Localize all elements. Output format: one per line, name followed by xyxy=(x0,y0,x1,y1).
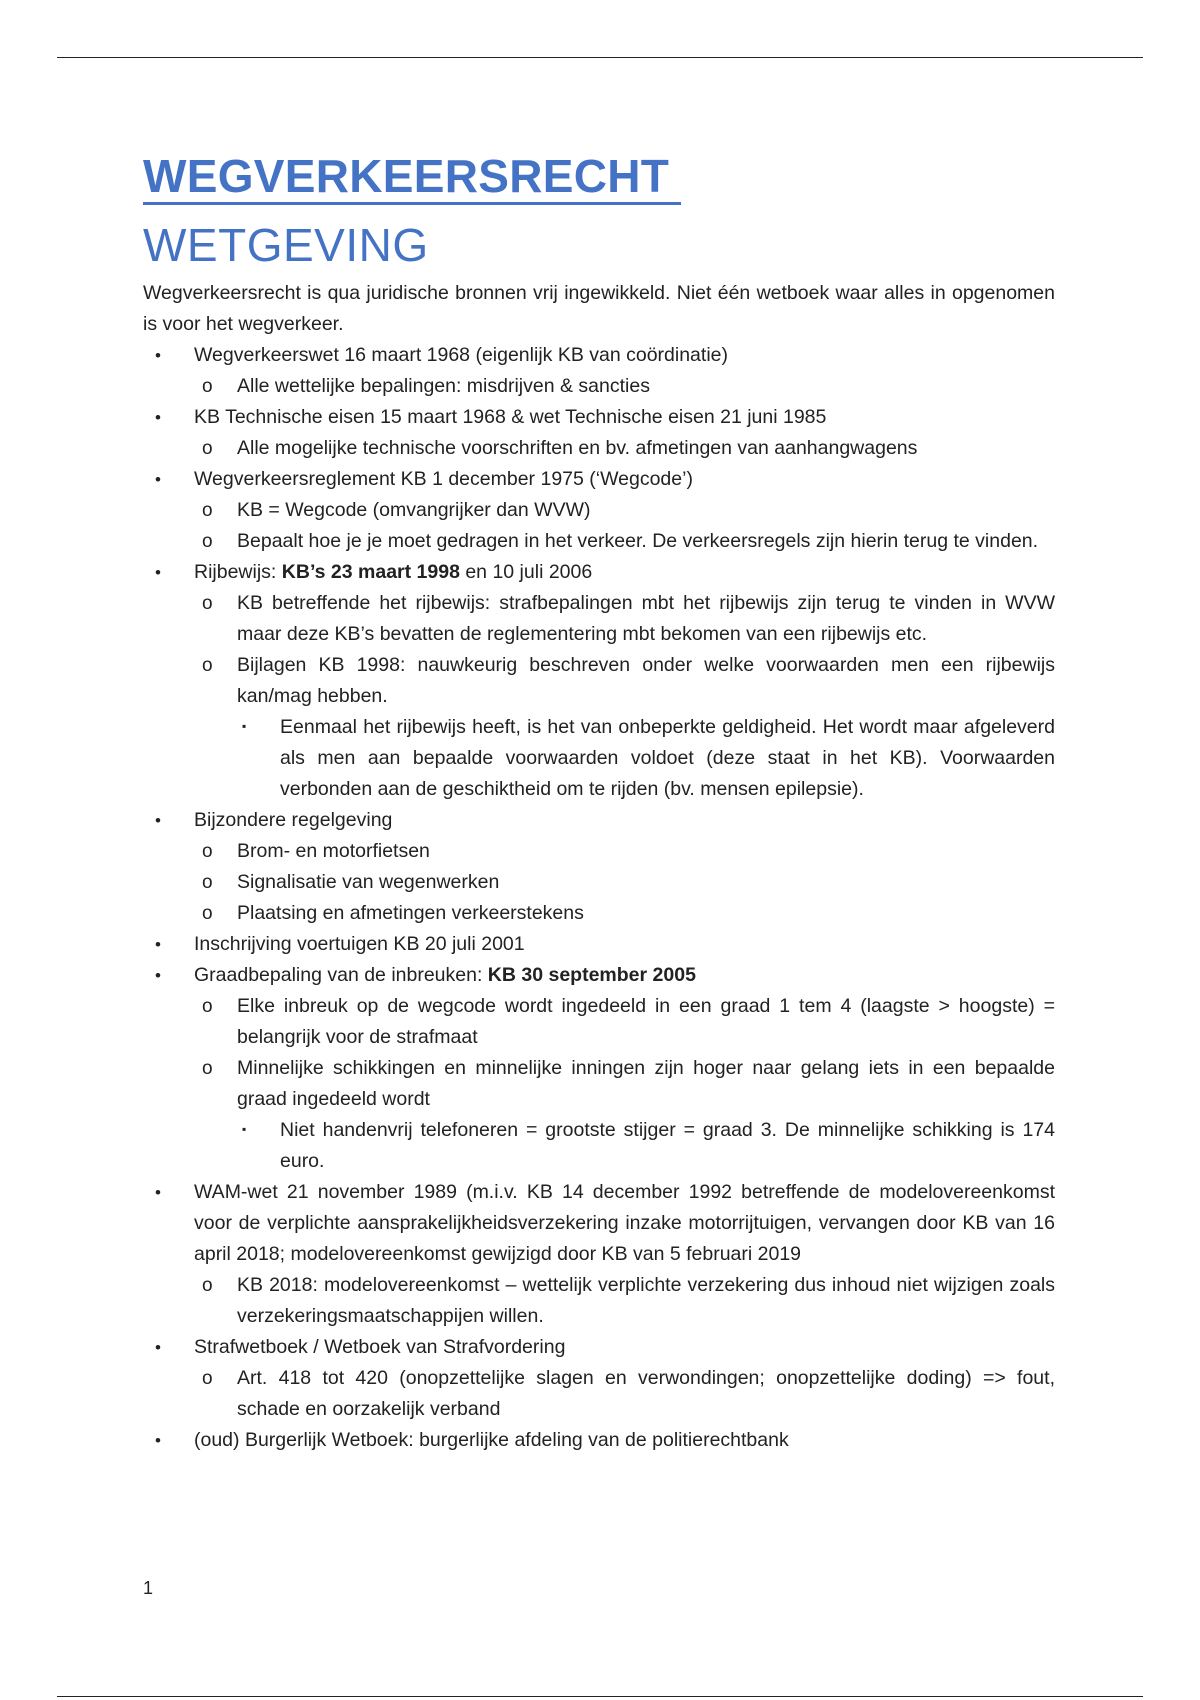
sub-list-item: o Minnelijke schikkingen en minnelijke inningen zijn hoger naar gelang iets in een bepaalde graad ingedeeld wordt ▪ Niet handenvrij telefoneren = grootste stijger = graad 3. De minnelijke schikking is 174 euro. xyxy=(194,1053,1055,1177)
detail-list-item: ▪ Niet handenvrij telefoneren = grootste stijger = graad 3. De minnelijke schikking is 174 euro. xyxy=(242,1119,1055,1172)
header-rule xyxy=(57,57,1143,58)
bullet-marker: • xyxy=(155,1183,161,1202)
list-item: • Graadbepaling van de inbreuken: KB 30 september 2005 o Elke inbreuk op de wegcode wordt ingedeeld in een graad 1 tem 4 (laagste > hoogste) = belangrijk voor de strafmaat o Minnelijke schikkingen en minnelijke inningen zijn hoger naar gelang iets in een bepaalde graad ingedeeld wordt ▪ Niet handenvrij telefoneren = grootste stijger = graad 3. De minnelijke schikking is 174 euro. xyxy=(143,960,1055,1177)
sub-list-item: o Brom- en motorfietsen xyxy=(202,840,430,862)
sub-list-item: o Bepaalt hoe je je moet gedragen in het verkeer. De verkeersregels zijn hierin terug te vinden. xyxy=(202,530,1039,552)
document-body xyxy=(143,146,1055,1456)
bullet-marker: • xyxy=(155,966,161,985)
sub-list-item: o Bijlagen KB 1998: nauwkeurig beschreven onder welke voorwaarden men een rijbewijs kan/mag hebben. ▪ Eenmaal het rijbewijs heeft, is het van onbeperkte geldigheid. Het wordt maar afgeleverd als men aan bepaalde voorwaarden voldoet (deze staat in het KB). Voorwaarden verbonden aan de geschiktheid om te rijden (bv. mensen epilepsie). xyxy=(194,650,1055,805)
bullet-marker: • xyxy=(155,346,161,365)
list-item: • WAM-wet 21 november 1989 (m.i.v. KB 14 december 1992 betreffende de modelovereenkomst voor de verplichte aansprakelijkheidsverzekering inzake motorrijtuigen, vervangen door KB van 16 april 2018; modelovereenkomst gewijzigd door KB van 5 februari 2019 o KB 2018: modelovereenkomst – wettelijk verplichte verzekering dus inhoud niet wijzigen zoals verzekeringsmaatschappijen willen. xyxy=(143,1177,1055,1332)
list-item: • KB Technische eisen 15 maart 1968 & wet Technische eisen 21 juni 1985 o Alle mogelijke technische voorschriften en bv. afmetingen van aanhangwagens xyxy=(143,402,1055,464)
list-item: • Wegverkeersreglement KB 1 december 1975 (‘Wegcode’) o KB = Wegcode (omvangrijker dan WVW) o Bepaalt hoe je je moet gedragen in het verkeer. De verkeersregels zijn hierin terug te vinden. xyxy=(143,464,1055,557)
page-number: 1 xyxy=(143,1578,154,1598)
intro-paragraph: Wegverkeersrecht is qua juridische bronnen vrij ingewikkeld. Niet één wetboek waar alles in opgenomen is voor het wegverkeer. xyxy=(143,282,1055,335)
bullet-marker: • xyxy=(155,563,161,582)
section-heading: WETGEVING xyxy=(143,219,429,271)
legislation-list xyxy=(143,340,1055,1456)
list-item: • Inschrijving voertuigen KB 20 juli 2001 xyxy=(143,929,1055,960)
sub-list-item: o Art. 418 tot 420 (onopzettelijke slagen en verwondingen; onopzettelijke doding) => fout, schade en oorzakelijk verband xyxy=(202,1367,1055,1420)
bullet-marker: • xyxy=(155,470,161,489)
bullet-marker: • xyxy=(155,935,161,954)
bullet-marker: • xyxy=(155,1338,161,1357)
document-title: WEGVERKEERSRECHT xyxy=(143,146,1055,206)
list-item: • Wegverkeerswet 16 maart 1968 (eigenlijk KB van coördinatie) o Alle wettelijke bepalingen: misdrijven & sancties xyxy=(143,340,1055,402)
list-item: • Rijbewijs: KB’s 23 maart 1998 en 10 juli 2006 o KB betreffende het rijbewijs: strafbepalingen mbt het rijbewijs zijn terug te vinden in WVW maar deze KB’s bevatten de reglementering mbt bekomen van een rijbewijs etc. o Bijlagen KB 1998: nauwkeurig beschreven onder welke voorwaarden men een rijbewijs kan/mag hebben. ▪ Eenmaal het rijbewijs heeft, is het van onbeperkte geldigheid. Het wordt maar afgeleverd als men aan bepaalde voorwaarden voldoet (deze staat in het KB). Voorwaarden verbonden aan de geschiktheid om te rijden (bv. mensen epilepsie). xyxy=(143,557,1055,805)
bullet-marker: • xyxy=(155,811,161,830)
detail-list-item: ▪ Eenmaal het rijbewijs heeft, is het van onbeperkte geldigheid. Het wordt maar afgeleverd als men aan bepaalde voorwaarden voldoet (deze staat in het KB). Voorwaarden verbonden aan de geschiktheid om te rijden (bv. mensen epilepsie). xyxy=(242,716,1055,800)
footer-rule xyxy=(57,1696,1143,1697)
list-item: • (oud) Burgerlijk Wetboek: burgerlijke afdeling van de politierechtbank xyxy=(143,1425,1055,1456)
sub-list-item: o Alle mogelijke technische voorschriften en bv. afmetingen van aanhangwagens xyxy=(202,437,918,459)
sub-list-item: o Plaatsing en afmetingen verkeerstekens xyxy=(202,902,584,924)
sub-list-item: o Signalisatie van wegenwerken xyxy=(202,871,500,893)
sub-list-item: o Alle wettelijke bepalingen: misdrijven & sancties xyxy=(202,375,650,397)
list-item: • Strafwetboek / Wetboek van Strafvordering o Art. 418 tot 420 (onopzettelijke slagen en verwondingen; onopzettelijke doding) => fout, schade en oorzakelijk verband xyxy=(143,1332,1055,1425)
list-item: • Bijzondere regelgeving o Brom- en motorfietsen o Signalisatie van wegenwerken o Plaatsing en afmetingen verkeerstekens xyxy=(143,805,1055,929)
sub-list-item: o KB = Wegcode (omvangrijker dan WVW) xyxy=(202,499,591,521)
sub-list-item: o KB 2018: modelovereenkomst – wettelijk verplichte verzekering dus inhoud niet wijzigen zoals verzekeringsmaatschappijen willen. xyxy=(202,1274,1055,1327)
bullet-marker: • xyxy=(155,1431,161,1450)
sub-list-item: o Elke inbreuk op de wegcode wordt ingedeeld in een graad 1 tem 4 (laagste > hoogste) = belangrijk voor de strafmaat xyxy=(202,995,1055,1048)
sub-list-item: o KB betreffende het rijbewijs: strafbepalingen mbt het rijbewijs zijn terug te vinden in WVW maar deze KB’s bevatten de reglementering mbt bekomen van een rijbewijs etc. xyxy=(202,592,1055,645)
bullet-marker: • xyxy=(155,408,161,427)
